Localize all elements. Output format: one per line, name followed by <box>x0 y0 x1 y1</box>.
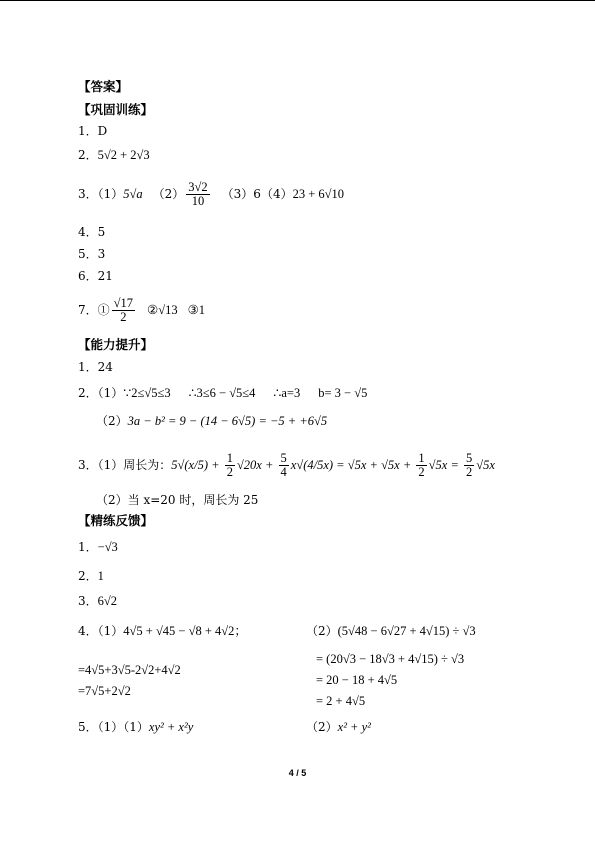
practice-q4-p1-expr: 4√5 + √45 − √8 + 4√2； <box>123 624 247 638</box>
practice-q5-label: 5．（1）（1） <box>78 720 149 734</box>
q3-p2-denominator: 10 <box>191 194 205 208</box>
heading-practice: 【精练反馈】 <box>78 513 154 528</box>
ability-q3-frac-3-num: 1 <box>418 451 425 465</box>
ability-q3-e1: 5√(x/5) + <box>171 458 223 472</box>
ability-q3-frac-1-num: 1 <box>226 451 233 465</box>
ability-q2-p1-a: ∵2≤√5≤3 <box>123 386 171 400</box>
ability-q3-frac-1-den: 2 <box>226 465 233 479</box>
ability-q2-p1-d: b= 3 − √5 <box>318 386 368 400</box>
practice-q5-p2 <box>306 720 371 734</box>
ability-q3-p2: （2）当 x=20 时，周长为 25 <box>96 493 259 507</box>
ability-q3-label: 3．（1）周长为： <box>78 458 172 472</box>
heading-ability: 【能力提升】 <box>78 337 154 352</box>
practice-q1 <box>78 540 118 554</box>
ability-q3-e5: √5x <box>476 458 495 472</box>
q7-denominator: 2 <box>120 310 127 324</box>
q7-c: ③1 <box>187 303 206 317</box>
practice-q2-expr: 1 <box>97 569 104 583</box>
page-number: 4 / 5 <box>288 768 307 778</box>
consolidate-q2 <box>78 148 150 162</box>
practice-q3-expr: 6√2 <box>97 594 118 608</box>
ability-q3-frac-2-den: 4 <box>280 465 287 479</box>
ability-q2-label: 2．（1） <box>78 386 124 400</box>
top-rule <box>0 0 595 1</box>
q7-label: 7．① <box>78 303 110 317</box>
ability-q3-frac-4-num: 5 <box>466 451 473 465</box>
ability-q2-p1-b: ∴3≤6 − √5≤4 <box>188 386 256 400</box>
q3-p2-label: （2） <box>152 187 185 201</box>
practice-q2 <box>78 569 104 583</box>
q7-b: ②√13 <box>147 303 178 317</box>
practice-q5-p2-expr: x² + y² <box>337 720 371 734</box>
practice-q5-p2-label: （2） <box>306 720 338 734</box>
practice-q3 <box>78 594 117 608</box>
consolidate-q7 <box>78 297 205 324</box>
q2-expr: 5√2 + 2√3 <box>97 148 150 162</box>
practice-q4-p1-line2: =4√5+3√5-2√2+4√2 <box>78 663 181 677</box>
practice-q4-p2-line4: = 2 + 4√5 <box>316 694 366 708</box>
consolidate-q1: 1．D <box>78 124 108 138</box>
ability-q2-p2 <box>96 414 327 428</box>
q3-p2-fraction <box>186 181 209 208</box>
practice-q4-p1 <box>78 624 247 638</box>
ability-q3-e4: √5x = <box>428 458 463 472</box>
practice-q4-label: 4．（1） <box>78 624 124 638</box>
ability-q1: 1．24 <box>78 360 113 374</box>
ability-q3-e2: √20x + <box>236 458 277 472</box>
practice-q5-p1-expr: xy² + x²y <box>148 720 194 734</box>
ability-q3-frac-2-num: 5 <box>280 451 287 465</box>
practice-q4-p2-expr: (5√48 − 6√27 + 4√15) ÷ √3 <box>337 624 476 638</box>
practice-q4-p2-line3: = 20 − 18 + 4√5 <box>316 673 398 687</box>
q3-p3: （3）6 <box>221 187 261 201</box>
q3-label: 3． <box>78 187 98 201</box>
practice-q4-p1-line3: =7√5+2√2 <box>78 684 131 698</box>
q7-numerator: √17 <box>113 296 134 310</box>
consolidate-q6: 6．21 <box>78 269 113 283</box>
practice-q1-label: 1． <box>78 540 98 554</box>
ability-q2-p1 <box>78 386 367 400</box>
ability-q3-frac-3 <box>416 452 426 479</box>
q2-label: 2． <box>78 148 98 162</box>
q3-p1-label: （1） <box>97 187 124 201</box>
consolidate-q4: 4．5 <box>78 225 106 239</box>
ability-q2-p2-label: （2） <box>96 414 128 428</box>
practice-q1-expr: −√3 <box>97 540 118 554</box>
q3-p4-expr: 23 + 6√10 <box>292 187 345 201</box>
ability-q3-frac-1 <box>225 452 235 479</box>
ability-q3-e3: x√(4/5x) = √5x + √5x + <box>290 458 415 472</box>
q3-p2-numerator: 3√2 <box>188 180 208 194</box>
practice-q2-label: 2． <box>78 569 98 583</box>
consolidate-q3 <box>78 181 344 208</box>
q3-p1-expr: 5√a <box>123 187 143 201</box>
ability-q3-frac-2 <box>279 452 289 479</box>
q7-fraction <box>112 297 135 324</box>
heading-answer: 【答案】 <box>78 79 129 94</box>
practice-q3-label: 3． <box>78 594 98 608</box>
q3-p4-label: （4） <box>260 187 293 201</box>
ability-q3-frac-3-den: 2 <box>418 465 425 479</box>
ability-q3-frac-4-den: 2 <box>466 465 473 479</box>
ability-q3-p1 <box>78 452 495 479</box>
heading-consolidate: 【巩固训练】 <box>78 102 154 117</box>
practice-q5-p1 <box>78 720 193 734</box>
practice-q4-p2 <box>306 624 476 638</box>
ability-q2-p1-c: ∴a=3 <box>273 386 301 400</box>
ability-q3-frac-4 <box>464 452 474 479</box>
practice-q4-p2-label: （2） <box>306 624 338 638</box>
ability-q2-p2-expr: 3a − b² = 9 − (14 − 6√5) = −5 + +6√5 <box>127 414 328 428</box>
consolidate-q5: 5．3 <box>78 247 106 261</box>
practice-q4-p2-line2: = (20√3 − 18√3 + 4√15) ÷ √3 <box>316 652 465 666</box>
